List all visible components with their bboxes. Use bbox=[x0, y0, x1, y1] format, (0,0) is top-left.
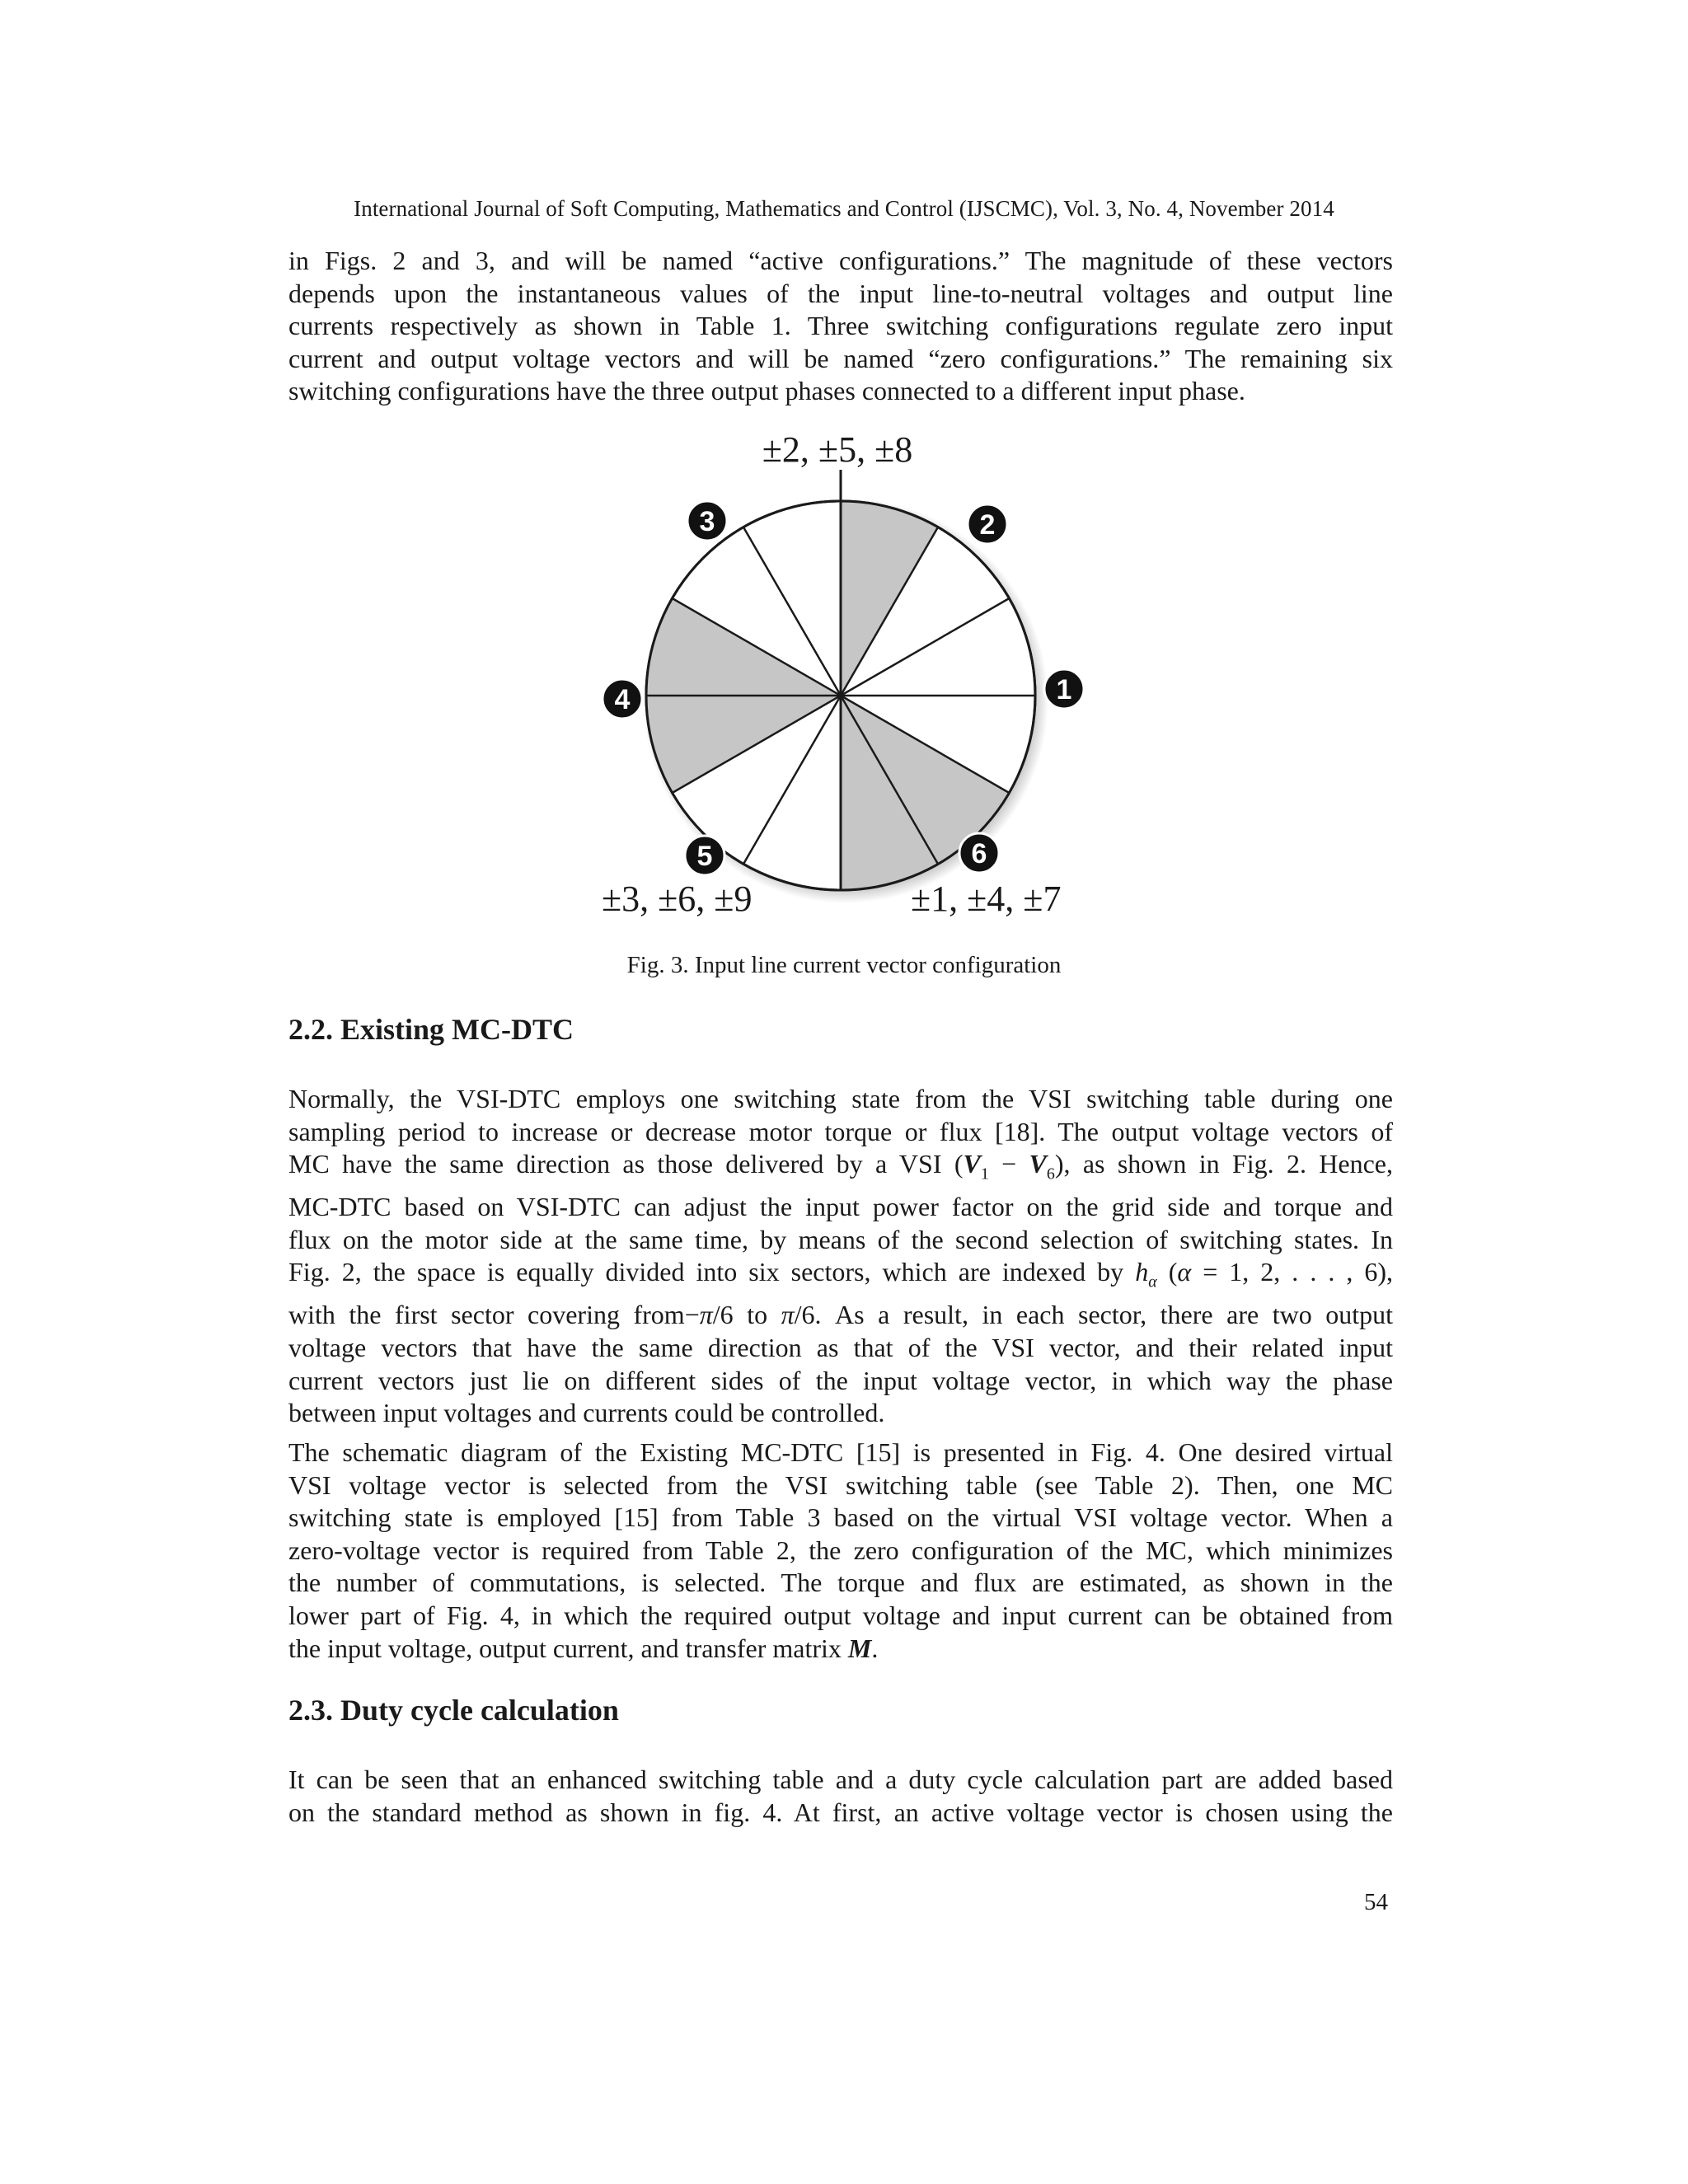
section-2-2-p2-line: the input voltage, output current, and transfer matrix M. bbox=[288, 1633, 879, 1663]
intro-line: current and output voltage vectors and will be named “zero configurations.” The remaining six bbox=[288, 343, 1393, 373]
badge-number: 2 bbox=[979, 509, 996, 541]
section-2-3-p1-line: on the standard method as shown in fig. 4. At first, an active voltage vector is chosen using the bbox=[288, 1797, 1393, 1827]
sector-badge-1 bbox=[1044, 669, 1084, 709]
section-2-2-p1-line: sampling period to increase or decrease motor torque or flux [18]. The output voltage vectors of bbox=[288, 1116, 1393, 1146]
section-2-2-p2-line: switching state is employed [15] from Table 3 based on the virtual VSI voltage vector. When a bbox=[288, 1502, 1393, 1533]
section-2-3-p1-line: It can be seen that an enhanced switching table and a duty cycle calculation part are added based bbox=[288, 1765, 1393, 1794]
section-title-2-3: 2.3. Duty cycle calculation bbox=[288, 1694, 619, 1727]
label-bottom-left: ±3, ±6, ±9 bbox=[602, 879, 753, 919]
section-2-2-p2-line: The schematic diagram of the Existing MC-DTC [15] is presented in Fig. 4. One desired virtual bbox=[288, 1437, 1393, 1467]
section-2-2-p1-line: Fig. 2, the space is equally divided into six sectors, which are indexed by $h_\alpha$ (α = 1, 2, . . . , 6), bbox=[288, 1257, 1394, 1291]
intro-line: depends upon the instantaneous values of the input line-to-neutral voltages and output line bbox=[288, 278, 1393, 308]
intro-line: in Figs. 2 and 3, and will be named “active configurations.” The magnitude of these vectors bbox=[288, 246, 1393, 275]
running-header: International Journal of Soft Computing, Mathematics and Control (IJSCMC), Vol. 3, No. 4, November 2014 bbox=[354, 196, 1334, 221]
badge-number: 1 bbox=[1056, 674, 1072, 705]
section-2-2-p1-line: Normally, the VSI-DTC employs one switching state from the VSI switching table during one bbox=[288, 1084, 1393, 1113]
section-2-2-p1-line: voltage vectors that have the same direction as that of the VSI vector, and their related input bbox=[288, 1332, 1393, 1362]
input-current-vector-figure bbox=[569, 429, 1129, 923]
section-2-2-p2-line: lower part of Fig. 4, in which the required output voltage and input current can be obtained from bbox=[288, 1600, 1393, 1630]
badge-number: 4 bbox=[614, 684, 631, 715]
section-2-2-p2-line: zero-voltage vector is required from Table 2, the zero configuration of the MC, which minimizes bbox=[288, 1535, 1393, 1565]
sector-badge-4 bbox=[603, 679, 642, 719]
badge-number: 3 bbox=[699, 506, 715, 537]
section-2-2-p1-line: flux on the motor side at the same time, by means of the second selection of switching states. In bbox=[288, 1224, 1393, 1254]
intro-line: currents respectively as shown in Table 1. Three switching configurations regulate zero input bbox=[288, 311, 1393, 341]
intro-paragraph bbox=[288, 245, 1393, 408]
sector-badge-5 bbox=[685, 836, 724, 875]
section-2-2-p1-line: between input voltages and currents could be controlled. bbox=[288, 1398, 885, 1428]
section-title-2-2: 2.2. Existing MC-DTC bbox=[288, 1013, 574, 1046]
sector-badge-2 bbox=[968, 504, 1007, 544]
section-2-2-p1-line: current vectors just lie on different sides of the input voltage vector, in which way the phase bbox=[288, 1365, 1393, 1395]
intro-line: switching configurations have the three output phases connected to a different input phase. bbox=[288, 376, 1245, 406]
figure-caption: Fig. 3. Input line current vector configuration bbox=[626, 952, 1062, 978]
section-2-2-paragraph-2 bbox=[288, 1436, 1393, 1665]
label-top: ±2, ±5, ±8 bbox=[762, 429, 913, 470]
section-2-3-paragraph-1 bbox=[288, 1764, 1393, 1829]
badge-number: 5 bbox=[696, 841, 713, 872]
section-2-2-paragraph-1 bbox=[288, 1083, 1393, 1430]
sector-badge-3 bbox=[687, 501, 727, 541]
section-2-2-p1-line: MC-DTC based on VSI-DTC can adjust the input power factor on the grid side and torque and bbox=[288, 1192, 1393, 1222]
section-2-2-p1-line: MC have the same direction as those delivered by a VSI $(V_1 - V_6)$, as shown in Fig. 2. Hence, bbox=[288, 1149, 1394, 1183]
section-2-2-p2-line: the number of commutations, is selected. The torque and flux are estimated, as shown in the bbox=[288, 1568, 1393, 1598]
page-number: 54 bbox=[1364, 1889, 1388, 1915]
badge-number: 6 bbox=[971, 838, 987, 869]
label-bottom-right: ±1, ±4, ±7 bbox=[911, 879, 1062, 919]
section-2-2-p1-line: with the first sector covering from−π/6 to π/6. As a result, in each sector, there are two output bbox=[288, 1300, 1394, 1330]
section-2-2-p2-line: VSI voltage vector is selected from the VSI switching table (see Table 2). Then, one MC bbox=[288, 1469, 1393, 1500]
sector-badge-6 bbox=[959, 833, 999, 873]
